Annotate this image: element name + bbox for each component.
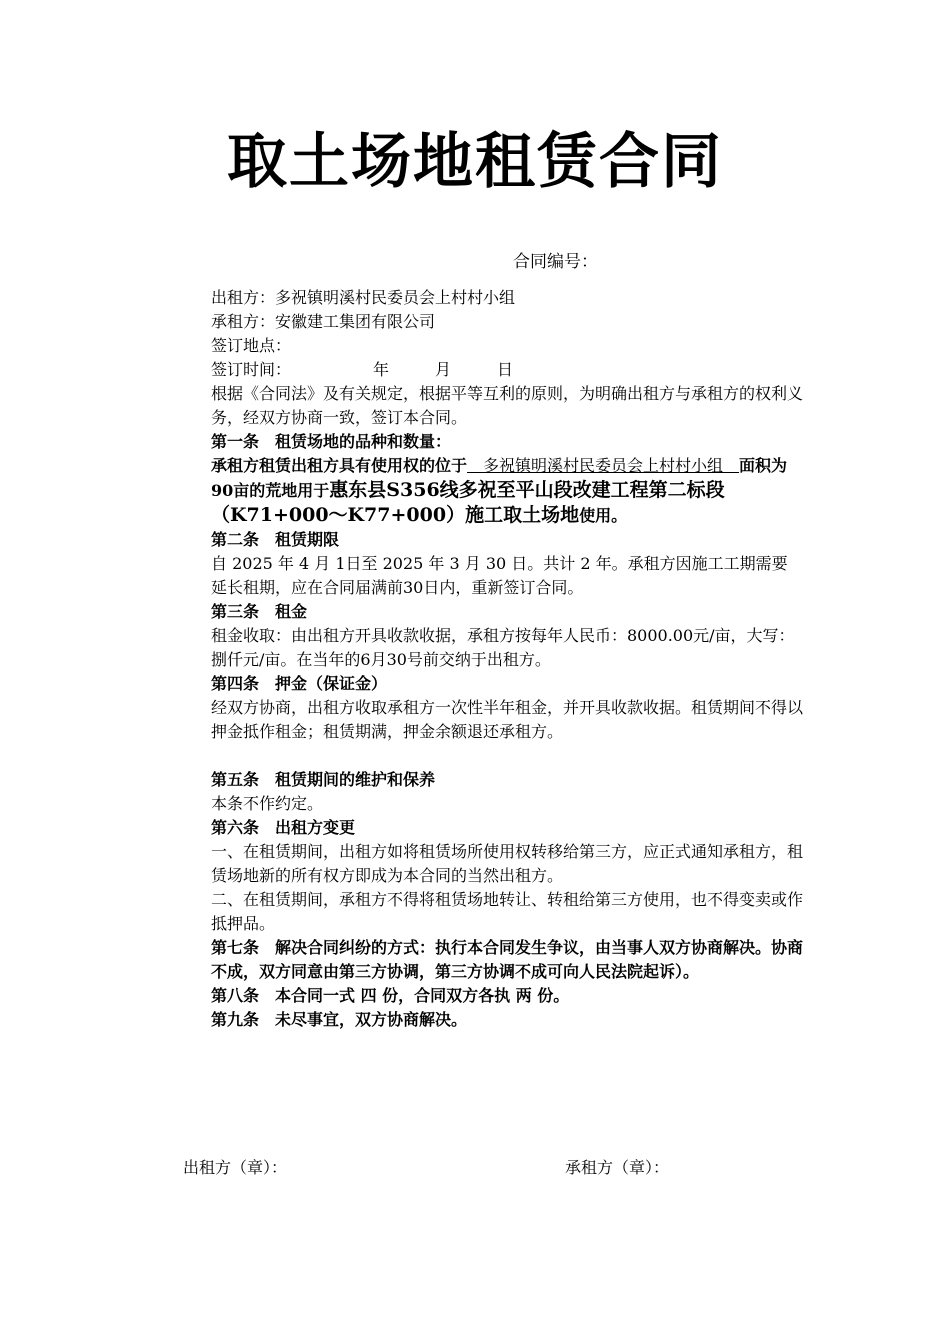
article-1-text [183,454,803,528]
article-1-project: 惠东县S356线多祝至平山段改建工程第二标段（K71+000～K77+000）施工取土场地 [211,479,725,526]
signing-time-label: 签订时间： [211,360,292,379]
contract-body [183,286,803,1032]
article-9: 第九条 未尽事宜，双方协商解决。 [211,1010,468,1029]
article-3-heading: 第三条 租金 [211,602,308,621]
signing-place-line: 签订地点： [211,336,292,355]
lessor-signature-label: 出租方（章）： [183,1158,288,1177]
article-3-text: 租金收取：由出租方开具收款收据，承租方按每年人民币：8000.00元/亩，大写：捌仟元/亩。在当年的6月30号前交纳于出租方。 [211,626,795,669]
article-1-end: 使用。 [579,506,628,525]
signing-year: 年 [373,360,390,379]
article-1-mid: 面积为90亩的荒地用于 [211,456,788,500]
article-5-text: 本条不作约定。 [211,794,324,813]
preamble: 根据《合同法》及有关规定，根据平等互利的原则，为明确出租方与承租方的权利义务，经双方协商一致，签订本合同。 [211,384,804,427]
article-2-heading: 第二条 租赁期限 [211,530,340,549]
signing-time-line [183,358,803,382]
lessee-line: 承租方：安徽建工集团有限公司 [211,312,436,331]
contract-number-label: 合同编号： [513,252,598,272]
article-1-pre: 承租方租赁出租方具有使用权的位于 [211,456,468,475]
article-7: 第七条 解决合同纠纷的方式：执行本合同发生争议，由当事人双方协商解决。协商不成，双方同意由第三方协调，第三方协调不成可向人民法院起诉）。 [211,938,804,981]
article-1-location: 多祝镇明溪村民委员会上村村小组 [467,456,740,475]
lessee-signature-label: 承租方（章）： [565,1158,670,1177]
article-6-heading: 第六条 出租方变更 [211,818,356,837]
lessor-line: 出租方：多祝镇明溪村民委员会上村村小组 [211,288,516,307]
article-2-text: 自 2025 年 4 月 1日至 2025 年 3 月 30 日。共计 2 年。承租方因施工工期需要延长租期，应在合同届满前30日内，重新签订合同。 [211,554,788,597]
article-6-item-1: 一、在租赁期间，出租方如将租赁场所使用权转移给第三方，应正式通知承租方，租赁场地新的所有权方即成为本合同的当然出租方。 [211,842,804,885]
blank-line [183,744,803,768]
signing-month: 月 [435,360,452,379]
document-title: 取土场地租赁合同 [227,127,723,197]
article-4-heading: 第四条 押金（保证金） [211,674,388,693]
signing-day: 日 [497,360,514,379]
article-8: 第八条 本合同一式 四 份，合同双方各执 两 份。 [211,986,570,1005]
article-1-heading: 第一条 租赁场地的品种和数量： [211,432,452,451]
article-4-text: 经双方协商，出租方收取承租方一次性半年租金，并开具收款收据。租赁期间不得以押金抵作租金；租赁期满，押金余额退还承租方。 [211,698,804,741]
article-5-heading: 第五条 租赁期间的维护和保养 [211,770,436,789]
article-6-item-2: 二、在租赁期间，承租方不得将租赁场地转让、转租给第三方使用，也不得变卖或作抵押品。 [211,890,804,933]
